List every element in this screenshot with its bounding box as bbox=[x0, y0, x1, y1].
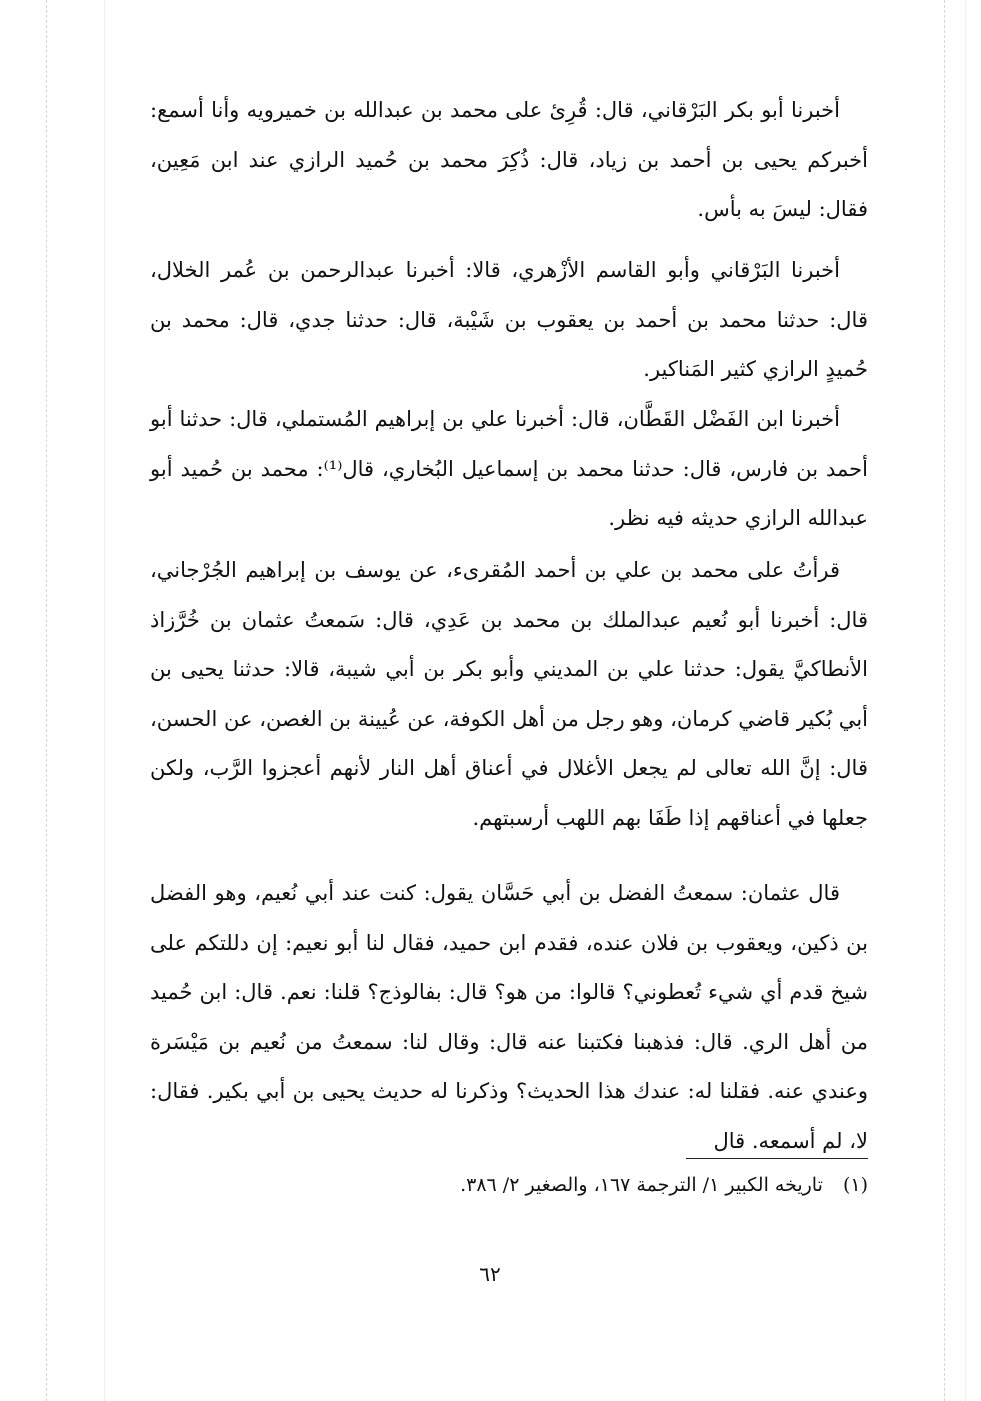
paragraph-text: أخبرنا ابن الفَضْل القَطَّان، قال: أخبرنا علي بن إبراهيم المُستملي، قال: حدثنا أبو أحمد بن فارس، قال: حدثنا محمد بن إسماعيل البُخاري، قال⁽¹⁾: محمد بن حُميد أبو عبدالله الرازي حديثه فيه نظر. bbox=[150, 407, 868, 530]
scan-edge-line bbox=[46, 0, 47, 1401]
paragraph-text: أخبرنا أبو بكر البَرْقاني، قال: قُرِئ على محمد بن عبدالله بن خميرويه وأنا أسمع: أخبركم يحيى بن أحمد بن زياد، قال: ذُكِرَ محمد بن حُميد الرازي عند ابن مَعِين، فقال: ليسَ به بأس. bbox=[150, 98, 868, 221]
paragraph-3 bbox=[150, 395, 868, 544]
footnote bbox=[150, 1170, 868, 1200]
page-number: ٦٢ bbox=[479, 1262, 501, 1286]
scan-edge-line bbox=[104, 0, 105, 1401]
paragraph-1 bbox=[150, 86, 868, 235]
paragraph-text: قال عثمان: سمعتُ الفضل بن أبي حَسَّان يقول: كنت عند أبي نُعيم، وهو الفضل بن ذكين، ويعقوب بن فلان عنده، فقدم ابن حميد، فقال لنا أبو نعيم: إن دللتكم على شيخ قدم أي شيء تُعطوني؟ قالوا: من هو؟ قال: بفالوذج؟ قلنا: نعم. قال: ابن حُميد من أهل الري. قال: فذهبنا فكتبنا عنه قال: وقال لنا: سمعتُ من نُعيم بن مَيْسَرة وعندي عنه. فقلنا له: عندك هذا الحديث؟ وذكرنا له حديث يحيى بن أبي بكير. فقال: لا، لم أسمعه. قال bbox=[150, 881, 868, 1153]
scan-edge-line bbox=[944, 0, 945, 1401]
scan-edge-line bbox=[965, 0, 966, 1401]
paragraph-2 bbox=[150, 246, 868, 395]
footnote-text: تاريخه الكبير ١/ الترجمة ١٦٧، والصغير ٢/ ٣٨٦. bbox=[460, 1174, 823, 1196]
paragraph-4 bbox=[150, 546, 868, 843]
paragraph-5 bbox=[150, 869, 868, 1166]
paragraph-text: قرأتُ على محمد بن علي بن أحمد المُقرىء، عن يوسف بن إبراهيم الجُرْجاني، قال: أخبرنا أبو نُعيم عبدالملك بن محمد بن عَدِي، قال: سَمعتُ عثمان بن خُرَّزاذ الأنطاكيَّ يقول: حدثنا علي بن المديني وأبو بكر بن أبي شيبة، قالا: حدثنا يحيى بن أبي بُكير قاضي كرمان، وهو رجل من أهل الكوفة، عن عُيينة بن الغصن، عن الحسن، قال: إنَّ الله تعالى لم يجعل الأغلال في أعناق أهل النار لأنهم أعجزوا الرَّب، ولكن جعلها في أعناقهم إذا طَفَا بهم اللهب أرسبتهم. bbox=[150, 558, 868, 830]
footnote-divider bbox=[686, 1158, 868, 1159]
paragraph-text: أخبرنا البَرْقاني وأبو القاسم الأزْهري، قالا: أخبرنا عبدالرحمن بن عُمر الخلال، قال: حدثنا محمد بن أحمد بن يعقوب بن شَيْبة، قال: حدثنا جدي، قال: محمد بن حُميدٍ الرازي كثير المَناكير. bbox=[150, 258, 868, 381]
footnote-number: (١) bbox=[842, 1174, 868, 1196]
